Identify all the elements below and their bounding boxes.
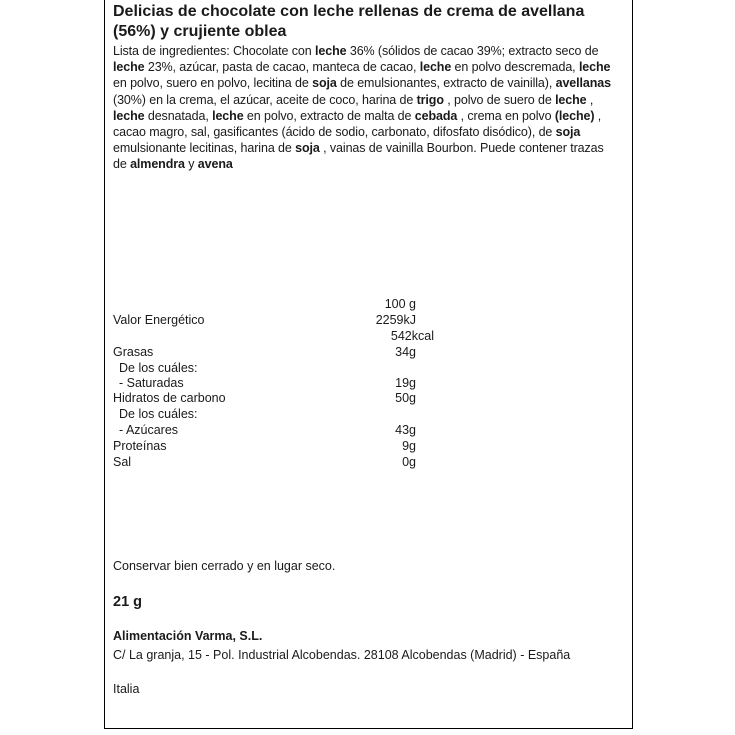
allergen-term: soja [555, 125, 581, 140]
allergen-term: avellanas [555, 76, 611, 91]
nutrient-label: Sal [113, 455, 132, 469]
energy-label: Valor Energético [113, 313, 205, 327]
allergen-term: leche [419, 60, 452, 75]
nutrient-value: 43g [395, 423, 416, 437]
ingredient-text: , polvo de suero de [443, 92, 556, 107]
ingredient-text: Lista de ingredientes: Chocolate con [113, 44, 315, 58]
nutrient-value: 9g [402, 439, 416, 453]
nutrient-label: Grasas [113, 345, 154, 359]
ingredient-text: , crema en polvo [457, 108, 555, 123]
ingredients-list [113, 43, 618, 173]
nutrient-label: De los cuáles: [119, 361, 198, 375]
nutrient-label: Proteínas [113, 439, 167, 453]
storage-instructions: Conservar bien cerrado y en lugar seco. [113, 559, 336, 573]
allergen-term: avena [197, 157, 233, 172]
ingredient-text: emulsionante lecitinas, harina de [113, 141, 296, 156]
allergen-term: trigo [416, 92, 444, 107]
nutrition-per-label: 100 g [384, 297, 416, 311]
ingredient-text: 36% (sólidos de cacao 39%; extracto seco de [346, 44, 599, 58]
country-of-origin: Italia [113, 682, 140, 696]
allergen-term: cebada [414, 108, 458, 123]
nutrient-value: 50g [395, 391, 416, 405]
energy-kcal-value: 542kcal [390, 329, 434, 343]
ingredient-text: desnatada, [144, 108, 213, 123]
allergen-term: soja [295, 141, 320, 156]
ingredient-text: en polvo, suero en polvo, lecitina de [113, 76, 313, 91]
allergen-term: leche [113, 60, 145, 75]
allergen-term: leche [113, 108, 145, 123]
company-name: Alimentación Varma, S.L. [113, 629, 263, 643]
allergen-term: leche [555, 92, 587, 107]
allergen-term: leche [578, 60, 611, 75]
company-address: C/ La granja, 15 - Pol. Industrial Alcobendas. 28108 Alcobendas (Madrid) - España [113, 648, 571, 662]
ingredient-text: en polvo, extracto de malta de [243, 108, 415, 123]
ingredient-text: , [586, 92, 594, 107]
allergen-term: (leche) [554, 108, 595, 123]
product-title: Delicias de chocolate con leche rellenas de crema de avellana (56%) y crujiente oblea [113, 3, 585, 40]
ingredient-text: , vainas de vainilla Bourbon. Puede contener trazas de [113, 141, 604, 172]
allergen-term: leche [315, 44, 347, 58]
ingredient-text: 23%, azúcar, pasta de cacao, manteca de cacao, [144, 60, 420, 75]
ingredient-text: (30%) en la crema, el azúcar, aceite de coco, harina de [113, 92, 417, 107]
nutrient-value: 0g [402, 455, 416, 469]
allergen-term: almendra [130, 157, 185, 172]
nutrient-label: Hidratos de carbono [113, 391, 226, 405]
ingredient-text: en polvo descremada, [451, 60, 579, 75]
allergen-term: soja [312, 76, 337, 91]
energy-kj-value: 2259kJ [375, 313, 416, 327]
net-weight: 21 g [113, 594, 143, 610]
nutrient-label: De los cuáles: [119, 407, 198, 421]
ingredient-text: de emulsionantes, extracto de vainilla), [336, 76, 556, 91]
nutrient-label: - Azúcares [119, 423, 179, 437]
ingredient-text: , cacao magro, sal, gasificantes (ácido de sodio, carbonato, difosfato disódico), de [113, 108, 602, 140]
allergen-term: leche [212, 108, 244, 123]
ingredient-text: y [184, 157, 198, 172]
nutrient-value: 19g [395, 376, 416, 390]
nutrient-label: - Saturadas [119, 376, 184, 390]
nutrient-value: 34g [395, 345, 416, 359]
